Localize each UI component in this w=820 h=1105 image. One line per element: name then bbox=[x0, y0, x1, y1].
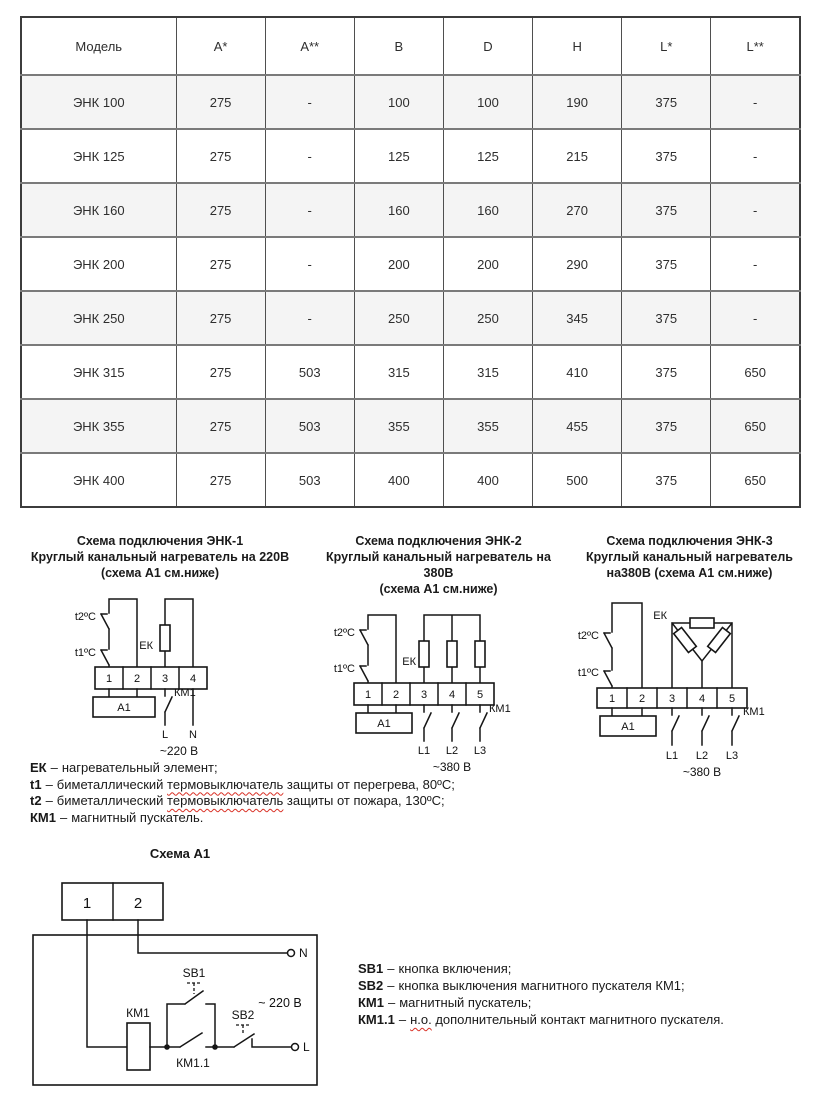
terminal-block bbox=[62, 883, 163, 920]
legend-line bbox=[358, 960, 813, 977]
table-cell: 250 bbox=[443, 291, 532, 345]
table-cell: 400 bbox=[354, 453, 443, 507]
table-header-cell: D bbox=[443, 17, 532, 75]
table-row bbox=[21, 237, 800, 291]
diagram-enk3 bbox=[567, 533, 812, 786]
table-cell: ЭНК 355 bbox=[21, 399, 176, 453]
schema-a1 bbox=[10, 846, 355, 1104]
table-cell: 100 bbox=[443, 75, 532, 129]
sb1-label: SB1 bbox=[182, 966, 206, 980]
table-cell: 375 bbox=[622, 453, 711, 507]
title-line: Схема подключения ЭНК-1 bbox=[76, 534, 244, 548]
legend-separator: – bbox=[387, 961, 395, 976]
terminal-4: 4 bbox=[448, 689, 455, 701]
legend-text: дополнительный контакт магнитного пускателя. bbox=[431, 1012, 724, 1027]
heater-element-symbol bbox=[419, 641, 429, 667]
legend-term: КМ1 bbox=[358, 995, 384, 1010]
table-cell: 503 bbox=[265, 399, 354, 453]
heater-branch bbox=[139, 599, 193, 667]
table-cell: ЭНК 315 bbox=[21, 345, 176, 399]
table-cell: ЭНК 400 bbox=[21, 453, 176, 507]
table-cell: 215 bbox=[533, 129, 622, 183]
table-cell: 375 bbox=[622, 75, 711, 129]
km1-coil bbox=[127, 1023, 150, 1070]
table-cell: 100 bbox=[354, 75, 443, 129]
line-n-label: N bbox=[189, 729, 197, 741]
contactor-contacts bbox=[160, 687, 198, 758]
table-cell: - bbox=[711, 183, 800, 237]
table-cell: ЭНК 250 bbox=[21, 291, 176, 345]
legend-text-underlined: термовыключатель bbox=[167, 793, 284, 808]
title-line: (схема А1 см.ниже) bbox=[379, 582, 498, 596]
line-l3-label: L3 bbox=[473, 745, 486, 757]
table-cell: - bbox=[265, 291, 354, 345]
terminal-3: 3 bbox=[420, 689, 427, 701]
terminal-1: 1 bbox=[364, 689, 371, 701]
schema-a1-legend bbox=[358, 960, 813, 1028]
table-cell: ЭНК 100 bbox=[21, 75, 176, 129]
t1-label: t1ºC bbox=[577, 667, 599, 679]
table-cell: 275 bbox=[176, 237, 265, 291]
terminal-2: 2 bbox=[133, 673, 141, 685]
enclosure bbox=[33, 935, 317, 1085]
a1-module bbox=[356, 705, 412, 733]
table-header-cell: B bbox=[354, 17, 443, 75]
heater-element-symbol bbox=[475, 641, 485, 667]
heater-branches bbox=[402, 615, 485, 683]
diagram-enk3-title bbox=[567, 533, 812, 581]
table-cell: 345 bbox=[533, 291, 622, 345]
table-cell: 275 bbox=[176, 75, 265, 129]
terminal-strip bbox=[95, 667, 207, 689]
table-row bbox=[21, 129, 800, 183]
table-cell: - bbox=[711, 75, 800, 129]
legend-text: кнопка включения; bbox=[398, 961, 512, 976]
legend-term: ЕК bbox=[30, 760, 47, 775]
table-cell: - bbox=[265, 129, 354, 183]
title-line: Круглый канальный нагреватель bbox=[586, 550, 793, 564]
voltage-label: ~380 В bbox=[682, 765, 722, 779]
legend-line bbox=[358, 994, 813, 1011]
terminal-1: 1 bbox=[105, 673, 113, 685]
title-line: на380В (схема А1 см.ниже) bbox=[606, 566, 773, 580]
schema-a1-title: Схема А1 bbox=[149, 846, 211, 861]
table-cell: 275 bbox=[176, 183, 265, 237]
terminal-3: 3 bbox=[668, 693, 676, 705]
table-cell: 375 bbox=[622, 399, 711, 453]
line-l1-label: L1 bbox=[665, 750, 679, 762]
legend-term: КМ1.1 bbox=[358, 1012, 395, 1027]
thermal-switch-loop bbox=[75, 599, 137, 667]
legend-line bbox=[30, 760, 455, 777]
l-label: L bbox=[303, 1040, 310, 1054]
a1-label: А1 bbox=[376, 718, 391, 730]
legend-text-underlined: термовыключатель bbox=[167, 776, 284, 792]
terminal-strip bbox=[354, 683, 494, 705]
table-cell: 275 bbox=[176, 399, 265, 453]
legend-separator: – bbox=[45, 776, 53, 792]
table-cell: - bbox=[711, 129, 800, 183]
table-header-cell: L** bbox=[711, 17, 800, 75]
t2-label: t2ºC bbox=[333, 627, 355, 639]
title-line: Круглый канальный нагреватель на 220В bbox=[30, 550, 290, 564]
a1-module bbox=[600, 708, 656, 736]
legend-separator: – bbox=[45, 793, 53, 808]
legend-line bbox=[358, 1011, 813, 1028]
a1-label: А1 bbox=[621, 721, 635, 733]
legend-term: t2 bbox=[30, 793, 42, 808]
table-row bbox=[21, 291, 800, 345]
legend-separator: – bbox=[388, 995, 396, 1010]
title-line: Схема подключения ЭНК-3 bbox=[606, 534, 773, 548]
table-row bbox=[21, 75, 800, 129]
t2-label: t2ºC bbox=[74, 611, 96, 623]
table-cell: 355 bbox=[443, 399, 532, 453]
table-cell: 455 bbox=[533, 399, 622, 453]
thermal-switch-loop bbox=[578, 603, 642, 688]
legend-term: SB2 bbox=[358, 978, 384, 993]
table-cell: 125 bbox=[443, 129, 532, 183]
line-l1-label: L1 bbox=[417, 745, 430, 757]
table-cell: 275 bbox=[176, 345, 265, 399]
legend-text: защиты от пожара, 130ºС; bbox=[283, 793, 445, 808]
terminal-strip bbox=[597, 688, 747, 708]
table-header-cell: H bbox=[533, 17, 622, 75]
table-cell: 503 bbox=[265, 345, 354, 399]
km1-label: КМ1 bbox=[174, 687, 196, 699]
table-cell: 410 bbox=[533, 345, 622, 399]
table-cell: - bbox=[265, 237, 354, 291]
table-cell: 270 bbox=[533, 183, 622, 237]
terminal-3: 3 bbox=[161, 673, 169, 685]
schema-a1-svg bbox=[10, 867, 350, 1099]
km1-label: КМ1 bbox=[126, 1006, 150, 1020]
table-cell: 200 bbox=[443, 237, 532, 291]
legend-separator: – bbox=[60, 809, 68, 825]
line-l-label: L bbox=[161, 729, 169, 741]
table-cell: 503 bbox=[265, 453, 354, 507]
table-cell: 275 bbox=[176, 129, 265, 183]
voltage-label: ~380 В bbox=[432, 760, 471, 774]
table-header-cell: A* bbox=[176, 17, 265, 75]
table-cell: - bbox=[265, 183, 354, 237]
table-header-cell: L* bbox=[622, 17, 711, 75]
table-cell: 125 bbox=[354, 129, 443, 183]
heater-element-symbol bbox=[690, 618, 714, 628]
table-cell: 500 bbox=[533, 453, 622, 507]
spec-table bbox=[20, 16, 801, 508]
table-cell: ЭНК 125 bbox=[21, 129, 176, 183]
legend-text: кнопка выключения магнитного пускателя КМ1; bbox=[398, 978, 685, 993]
heater-element-symbol bbox=[708, 627, 731, 652]
table-cell: 200 bbox=[354, 237, 443, 291]
table-cell: 275 bbox=[176, 291, 265, 345]
n-label: N bbox=[299, 946, 308, 960]
table-cell: 650 bbox=[711, 453, 800, 507]
legend-term: КМ1 bbox=[30, 809, 56, 825]
table-cell: 375 bbox=[622, 237, 711, 291]
table-cell: 160 bbox=[443, 183, 532, 237]
voltage-label: ~220 В bbox=[159, 744, 199, 758]
table-cell: 375 bbox=[622, 345, 711, 399]
ek-label: ЕК bbox=[653, 610, 667, 622]
legend-separator: – bbox=[50, 760, 58, 775]
contactor-contacts bbox=[666, 706, 765, 779]
table-header-row bbox=[21, 17, 800, 75]
legend-line bbox=[30, 793, 455, 810]
km1-label: КМ1 bbox=[488, 703, 511, 715]
table-cell: - bbox=[711, 291, 800, 345]
table-header-cell: Модель bbox=[21, 17, 176, 75]
table-cell: ЭНК 200 bbox=[21, 237, 176, 291]
terminal-5: 5 bbox=[728, 693, 736, 705]
line-l2-label: L2 bbox=[695, 750, 709, 762]
l-terminal-circle bbox=[292, 1044, 299, 1051]
diagram-enk1 bbox=[10, 533, 310, 786]
terminal-2: 2 bbox=[638, 693, 646, 705]
ek-label: ЕК bbox=[139, 640, 153, 652]
legend-separator: – bbox=[398, 1012, 407, 1027]
table-cell: 375 bbox=[622, 291, 711, 345]
terminal-1: 1 bbox=[82, 895, 92, 912]
legend-term: SB1 bbox=[358, 961, 384, 976]
table-header-cell: A** bbox=[265, 17, 354, 75]
diagram-enk1-title bbox=[10, 533, 310, 581]
terminal-4: 4 bbox=[698, 693, 706, 705]
terminal-2: 2 bbox=[133, 895, 143, 912]
table-row bbox=[21, 183, 800, 237]
diagram-enk2 bbox=[310, 533, 567, 786]
title-line: Схема подключения ЭНК-2 bbox=[355, 534, 522, 548]
terminal-1: 1 bbox=[608, 693, 616, 705]
table-cell: 250 bbox=[354, 291, 443, 345]
t1-label: t1ºC bbox=[74, 647, 96, 659]
table-cell: - bbox=[265, 75, 354, 129]
table-cell: 315 bbox=[443, 345, 532, 399]
km1-label: КМ1 bbox=[743, 706, 765, 718]
heater-element-symbol bbox=[160, 625, 170, 651]
table-cell: 190 bbox=[533, 75, 622, 129]
thermal-switch-loop bbox=[333, 615, 395, 683]
table-row bbox=[21, 399, 800, 453]
sb2-label: SB2 bbox=[231, 1008, 255, 1022]
table-cell: 315 bbox=[354, 345, 443, 399]
table-cell: ЭНК 160 bbox=[21, 183, 176, 237]
diagram-enk2-svg bbox=[319, 605, 559, 777]
legend-text: магнитный пускатель; bbox=[399, 995, 532, 1010]
terminal-4: 4 bbox=[189, 673, 197, 685]
legend-line bbox=[30, 810, 455, 827]
voltage-label: ~ 220 В bbox=[258, 996, 302, 1010]
legend-text: нагревательный элемент; bbox=[61, 760, 218, 775]
a1-module bbox=[93, 689, 155, 717]
terminal-5: 5 bbox=[476, 689, 483, 701]
line-l3-label: L3 bbox=[725, 750, 739, 762]
table-cell: - bbox=[711, 237, 800, 291]
t2-label: t2ºC bbox=[577, 630, 599, 642]
line-l2-label: L2 bbox=[445, 745, 458, 757]
table-cell: 160 bbox=[354, 183, 443, 237]
title-line: Круглый канальный нагреватель на 380В bbox=[326, 550, 551, 580]
table-cell: 275 bbox=[176, 453, 265, 507]
table-cell: 375 bbox=[622, 129, 711, 183]
terminal-2: 2 bbox=[392, 689, 399, 701]
table-cell: 650 bbox=[711, 399, 800, 453]
diagram-enk2-title bbox=[310, 533, 567, 597]
table-cell: 650 bbox=[711, 345, 800, 399]
heater-element-symbol bbox=[674, 627, 697, 652]
legend-text-underlined: н.о. bbox=[410, 1012, 432, 1027]
legend-line bbox=[358, 977, 813, 994]
table-row bbox=[21, 345, 800, 399]
legend-separator: – bbox=[387, 978, 395, 993]
n-terminal-circle bbox=[288, 950, 295, 957]
wiring-diagrams-row bbox=[10, 533, 812, 786]
legend-text: магнитный пускатель. bbox=[71, 809, 204, 825]
ek-label: ЕК bbox=[401, 656, 416, 668]
table-row bbox=[21, 453, 800, 507]
diagram-enk3-svg bbox=[567, 589, 817, 781]
table-cell: 375 bbox=[622, 183, 711, 237]
legend-text: биметаллический bbox=[56, 776, 168, 792]
table-cell: 290 bbox=[533, 237, 622, 291]
t1-label: t1ºC bbox=[333, 663, 355, 675]
diagram-enk1-svg bbox=[40, 589, 280, 761]
legend-text: защиты от перегрева, 80ºС; bbox=[283, 776, 455, 792]
km11-label: КМ1.1 bbox=[176, 1056, 210, 1070]
table-cell: 400 bbox=[443, 453, 532, 507]
heater-element-symbol bbox=[447, 641, 457, 667]
legend-term: t1 bbox=[30, 776, 42, 792]
a1-label: А1 bbox=[117, 702, 131, 714]
delta-heater bbox=[653, 610, 732, 688]
table-cell: 355 bbox=[354, 399, 443, 453]
title-line: (схема А1 см.ниже) bbox=[100, 566, 220, 580]
components-legend bbox=[30, 760, 455, 826]
legend-line bbox=[30, 777, 455, 794]
legend-text: биметаллический bbox=[56, 793, 168, 808]
